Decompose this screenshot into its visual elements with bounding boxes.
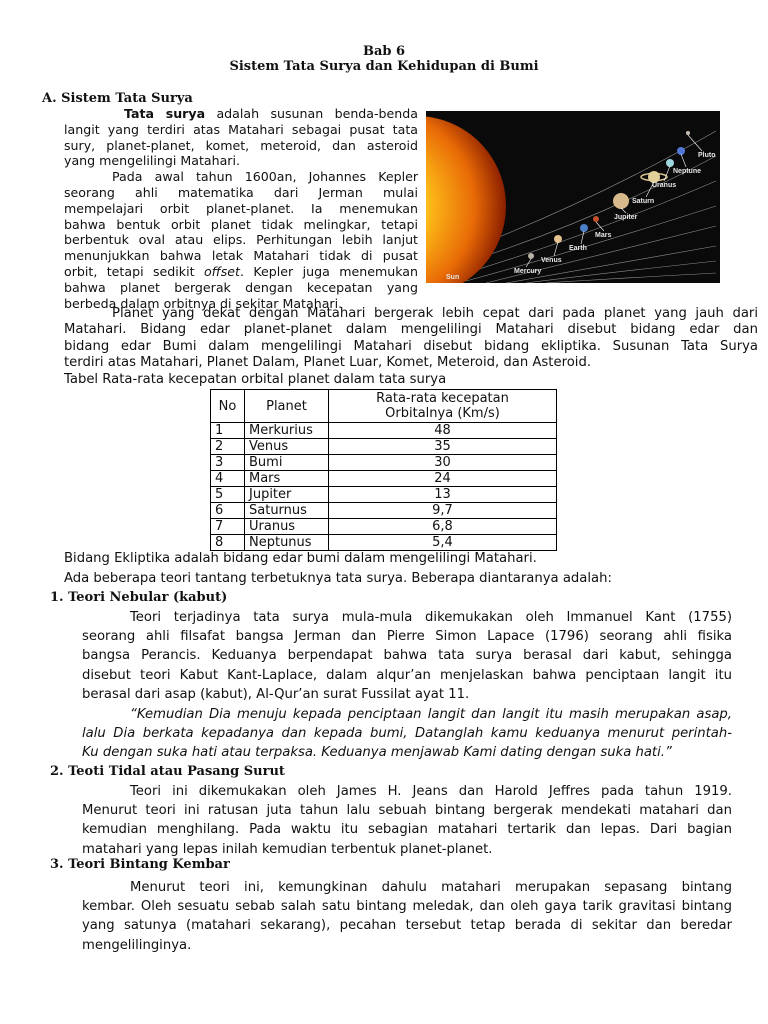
paragraph-line: disebut teori Kabut Kant-Laplace, dalam alqur’an menjelaskan bahwa penciptaan langit itu [82,667,732,683]
ecliptic-sentence: Bidang Ekliptika adalah bidang edar bumi dalam mengelilingi Matahari. [64,551,537,566]
paragraph-line: mengelilinginya. [82,937,192,953]
cell-no: 1 [211,423,245,439]
column-header-planet: Planet [245,390,329,423]
quote-line: lalu Dia berkata kepadanya dan kepada bumi, Datanglah kamu keduanya menurut perintah- [82,726,732,742]
cell-speed: 9,7 [329,503,557,519]
cell-planet: Venus [245,439,329,455]
paragraph-line: terdiri atas Matahari, Planet Dalam, Planet Luar, Komet, Meteroid, dan Asteroid. [64,355,592,371]
cell-speed: 35 [329,439,557,455]
intro-line: menunjukkan bahwa letak Matahari tidak di pusat [64,248,418,264]
paragraph-line: Menurut teori ini ratusan juta tahun lalu sebuah bintang bergerak mendekati matahari dan [82,803,732,819]
column-header-speed [329,390,557,423]
mercury-icon [528,253,534,259]
intro-line: berbentuk oval atau elips. Perhitungan lebih lanjut [64,232,418,248]
paragraph-line: Teori terjadinya tata surya mula-mula dikemukakan oleh Immanuel Kant (1755) [130,610,732,625]
cell-no: 7 [211,519,245,535]
label-sun: Sun [446,274,460,281]
term-tata-surya: Tata surya [124,106,206,121]
chapter-title: Sistem Tata Surya dan Kehidupan di Bumi [229,59,539,74]
theory-3-body [82,878,732,955]
mars-icon [593,216,599,222]
cell-speed: 24 [329,471,557,487]
intro-line: mempelajari orbit planet-planet. Ia menemukan [64,200,418,216]
table-row [211,503,557,519]
table-row [211,519,557,535]
intro-line: seorang ahli matematika dari Jerman mulai [64,184,418,200]
table-row [211,487,557,503]
cell-no: 6 [211,503,245,519]
chapter-number: Bab 6 [362,44,406,59]
paragraph-line: yang satunya (matahari sekarang), pecahan tersebut tetap berada di sekitar dan beredar [82,918,732,934]
column-header-speed-line2: Orbitalnya (Km/s) [385,406,500,421]
intro-line: bahwa bentuk orbit planet tidak melingkar, tetapi [64,216,418,232]
quote-line: “Kemudian Dia menuju kepada penciptaan langit dan langit itu masih merupakan asap, [130,707,732,722]
paragraph-line: seorang ahli filsafat bangsa Jerman dan Pierre Simon Lapace (1796) seorang ahli fisika [82,629,732,645]
label-venus: Venus [541,257,562,264]
uranus-icon [666,159,674,167]
intro-line: sury, planet-planet, komet, meteroid, dan asteroid [64,137,418,153]
cell-planet: Saturnus [245,503,329,519]
paragraph-line: kemudian menghilang. Pada waktu itu sebagian matahari tertarik dan lepas. Dari bagian [82,822,732,838]
orbital-speed-table [210,389,557,551]
label-uranus: Uranus [652,182,677,189]
label-neptune: Neptune [673,168,701,175]
theory-3-heading: 3. Teori Bintang Kembar [50,857,230,872]
paragraph-line: Planet yang dekat dengan Matahari bergerak lebih cepat dari pada planet yang jauh dari [112,306,758,321]
table-row [211,535,557,551]
table-row [211,423,557,439]
cell-speed: 5,4 [329,535,557,551]
paragraph-line: bangsa Perancis. Keduanya berpendapat bahwa tata surya berasal dari kabut, sehingga [82,648,732,664]
cell-no: 3 [211,455,245,471]
column-header-no: No [211,390,245,423]
intro-line: berbeda dalam orbitnya di sekitar Matahari. [64,295,343,311]
intro-line [64,264,418,280]
cell-no: 4 [211,471,245,487]
intro-line-text: orbit, tetapi sedikit [64,263,204,279]
paragraph-line: bidang edar Bumi dalam mengelilingi Matahari disebut bidang ekliptika. Susunan Tata Surya [64,338,758,354]
earth-icon [580,224,588,232]
cell-no: 2 [211,439,245,455]
paragraph-line: berasal dari asap (kabut), Al-Qur’an surat Fussilat ayat 11. [82,686,470,702]
cell-planet: Bumi [245,455,329,471]
theory-2-body [82,782,732,859]
column-header-speed-line1: Rata-rata kecepatan [376,391,509,406]
table-row [211,455,557,471]
cell-planet: Merkurius [245,423,329,439]
label-mars: Mars [595,232,612,239]
intro-line: langit yang terdiri atas Matahari sebagai pusat tata [64,121,418,137]
cell-speed: 13 [329,487,557,503]
paragraph-line: kembar. Oleh sesuatu sebab salah satu bintang meledak, dan oleh gaya tarik gravitasi bintang [82,899,732,915]
table-row [211,471,557,487]
section-heading: A. Sistem Tata Surya [42,91,193,106]
paragraph-line: Menurut teori ini, kemungkinan dahulu matahari merupakan sepasang bintang [130,880,732,895]
paragraph-orbit-speed [64,306,758,372]
cell-planet: Neptunus [245,535,329,551]
jupiter-icon [613,193,629,209]
intro-line: bahwa planet bergerak dengan kecepatan yang [64,279,418,295]
theory-1-heading: 1. Teori Nebular (kabut) [50,590,228,605]
label-mercury: Mercury [514,268,542,275]
table-header-row [211,390,557,423]
paragraph-line: Matahari. Bidang edar planet-planet dalam mengelilingi Matahari disebut bidang edar dan [64,322,758,338]
pluto-icon [686,131,690,135]
intro-line-text: . Kepler juga menemukan [239,263,418,279]
intro-line: Pada awal tahun 1600an, Johannes Kepler [112,169,418,185]
label-saturn: Saturn [632,198,655,205]
paragraph-line: matahari yang lepas inilah kemudian terbentuk planet-planet. [82,841,493,857]
cell-planet: Uranus [245,519,329,535]
term-offset: offset [203,263,240,279]
table-caption: Tabel Rata-rata kecepatan orbital planet dalam tata surya [64,372,447,387]
venus-icon [554,235,562,243]
label-earth: Earth [569,245,587,252]
intro-line: yang mengelilingi Matahari. [64,153,240,169]
theory-1-body [82,608,732,704]
table-row [211,439,557,455]
cell-planet: Jupiter [245,487,329,503]
cell-planet: Mars [245,471,329,487]
paragraph-line: Teori ini dikemukakan oleh James H. Jeans dan Harold Jeffres pada tahun 1919. [130,784,732,799]
quote-line: Ku dengan suka hati atau terpaksa. Keduanya menjawab Kami dating dengan suka hati.” [82,745,672,761]
intro-line-text: adalah susunan benda-benda [205,106,418,121]
theory-2-heading: 2. Teoti Tidal atau Pasang Surut [50,764,285,779]
quran-quote [82,705,732,763]
cell-speed: 48 [329,423,557,439]
cell-speed: 6,8 [329,519,557,535]
cell-speed: 30 [329,455,557,471]
intro-paragraph [64,106,418,311]
solar-system-image [426,111,720,283]
theories-intro: Ada beberapa teori tantang terbetuknya tata surya. Beberapa diantaranya adalah: [64,571,612,586]
label-jupiter: Jupiter [614,214,638,221]
neptune-icon [677,147,685,155]
cell-no: 5 [211,487,245,503]
cell-no: 8 [211,535,245,551]
label-pluto: Pluto [698,152,716,159]
intro-line [64,106,418,122]
